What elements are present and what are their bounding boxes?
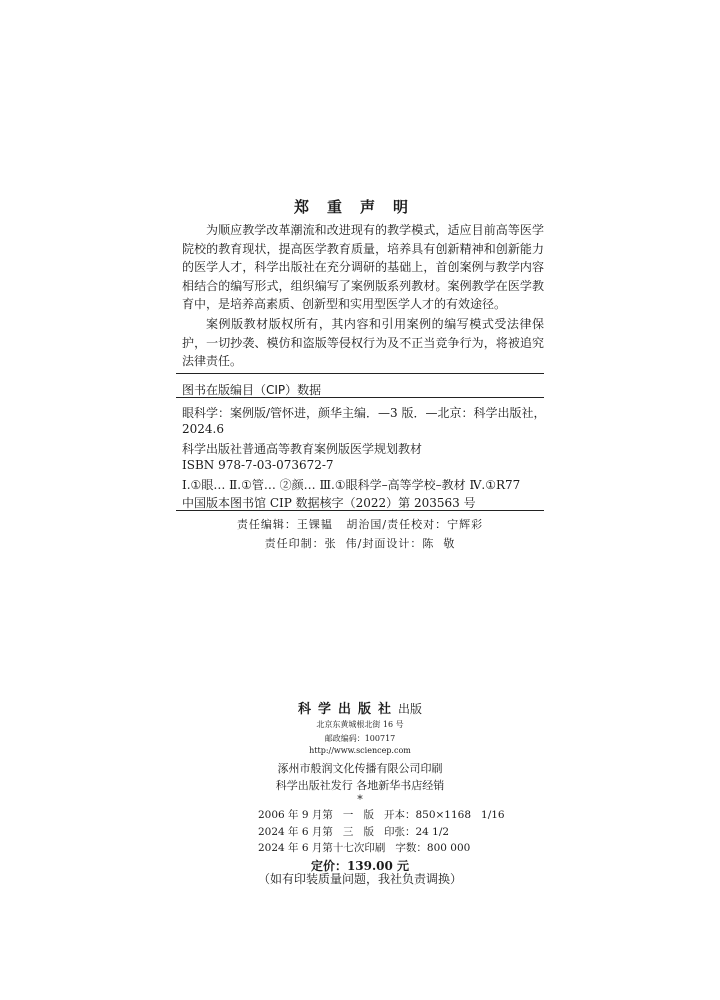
credits-line: 责任印制：张 伟/封面设计：陈 敬 [264, 537, 456, 550]
publisher-suffix: 出版 [398, 702, 423, 716]
cip-line: ISBN 978-7-03-073672-7 [182, 458, 334, 472]
separator-star: * [357, 793, 363, 806]
cip-header-rule [176, 397, 544, 398]
publisher-postcode: 邮政编码：100717 [324, 734, 396, 743]
publisher-address: 北京东黄城根北街 16 号 [316, 720, 404, 729]
quality-note: （如有印装质量问题，我社负责调换） [257, 872, 462, 886]
printer: 涿州市般润文化传播有限公司印刷 [277, 762, 443, 775]
distributor: 科学出版社发行 各地新华书店经销 [275, 779, 445, 792]
edition-line: 2006 年 9 月第 一 版 开本：850×1168 1/16 [258, 809, 505, 821]
cip-bottom-rule [176, 510, 544, 511]
publisher-website: http://www.sciencep.com [309, 746, 411, 755]
declaration-paragraph: 案例版教材版权所有，其内容和引用案例的编写模式受法律保护，一切抄袭、模仿和盗版等侵权行为及不正当竞争行为，将被追究法律责任。 [182, 316, 544, 369]
price: 定价：139.00 元 [310, 859, 410, 873]
cip-line: 眼科学：案例版/管怀进，颜华主编．—3 版．—北京：科学出版社， [182, 406, 546, 420]
credits-line: 责任编辑：王锞韫 胡治国/责任校对：宁辉彩 [236, 518, 484, 531]
edition-line: 2024 年 6 月第十七次印刷 字数：800 000 [258, 842, 471, 854]
declaration-paragraph: 为顺应教学改革潮流和改进现有的教学模式，适应目前高等医学院校的教育现状，提高医学教育质量，培养具有创新精神和创新能力的医学人才，科学出版社在充分调研的基础上，首创案例与教学内容相结合的编写形式，组织编写了案例版系列教材。案例教学在医学教育中，是培养高素质、创新型和实用型医学人才的有效途径。 [182, 223, 544, 312]
cip-line: 科学出版社普通高等教育案例版医学规划教材 [182, 442, 423, 456]
edition-line: 2024 年 6 月第 三 版 印张：24 1/2 [258, 826, 450, 838]
cip-heading: 图书在版编目（CIP）数据 [182, 383, 322, 397]
cip-line: 2024.6 [182, 422, 224, 436]
declaration-title: 郑重声明 [293, 198, 426, 216]
publisher-logo: 科学出版社 [297, 702, 398, 717]
cip-line: Ⅰ.①眼… Ⅱ.①管… ②颜… Ⅲ.①眼科学–高等学校–教材 Ⅳ.①R77 [182, 478, 521, 492]
cip-top-rule [176, 373, 544, 374]
declaration-body [182, 221, 544, 371]
cip-line: 中国版本图书馆 CIP 数据核字（2022）第 203563 号 [182, 496, 476, 510]
publisher-name [0, 698, 720, 717]
